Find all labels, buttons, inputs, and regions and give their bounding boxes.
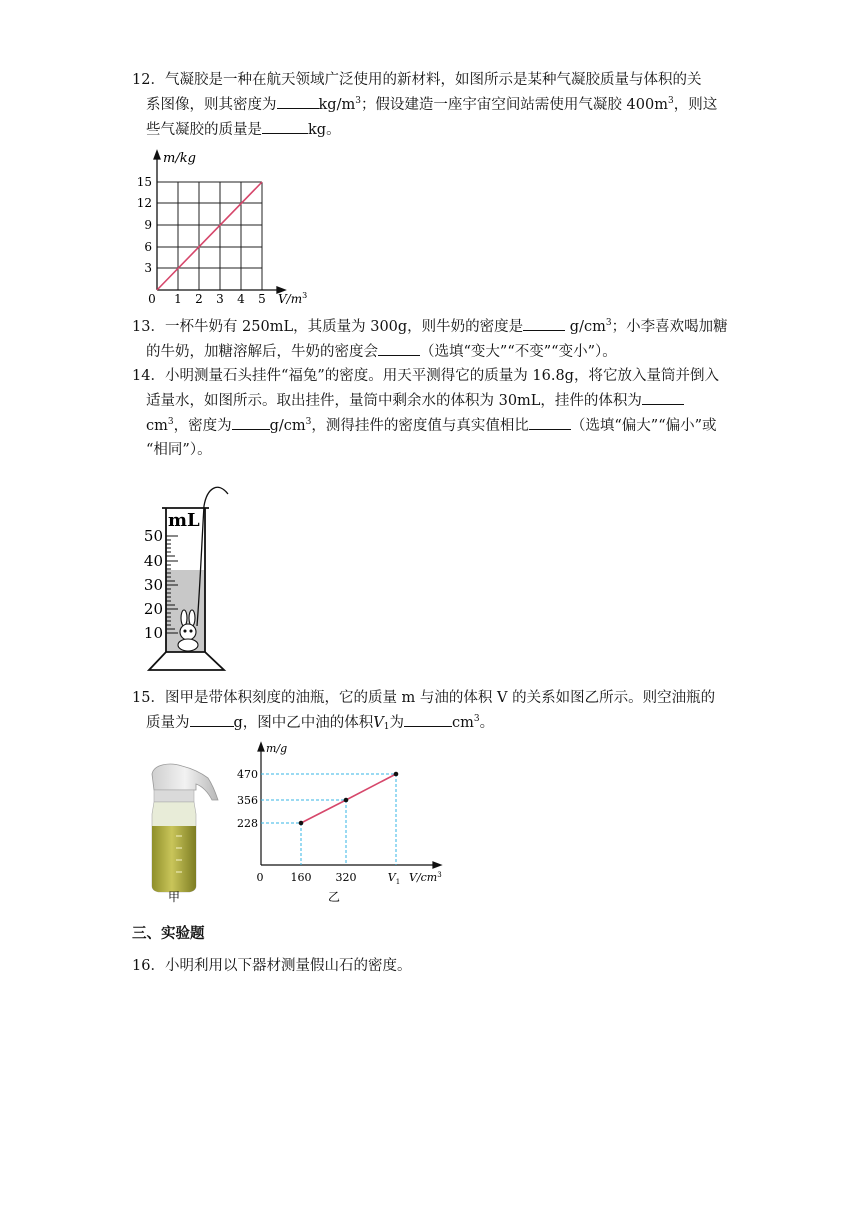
data-point [299,821,304,826]
answer-blank[interactable] [262,117,308,134]
scale-label: 40 [143,552,163,570]
x-tick-label: 2 [195,292,203,306]
q12-x-label: $V/m^3$ [278,291,308,306]
section-heading: 三、实验题 [132,926,205,942]
superscript: 3 [667,96,674,106]
q12-line-1: 12．气凝胶是一种在航天领域广泛使用的新材料，如图所示是某种气凝胶质量与体积的关 [132,72,702,88]
graduated-cylinder-figure [140,478,250,674]
x-tick-label-v1: $V_1$ [387,871,401,886]
q15-y-label: m/g [266,742,288,755]
data-point [344,798,349,803]
q13-text: ；小李喜欢喝加糖 [611,319,728,335]
question-14 [132,364,732,462]
q15-line-2 [132,710,732,735]
q12-line-3 [132,117,732,142]
q15-unit: cm [452,715,474,731]
x-tick-label: 1 [174,292,182,306]
q12-text: ，则这 [673,97,718,113]
q13-text: 的牛奶，加糖溶解后，牛奶的密度会 [146,344,378,360]
q13-text: （选填“变大”“不变”“变小”）。 [420,344,617,360]
q15-text: 为 [389,715,404,731]
q14-unit: g/cm [269,418,306,434]
y-tick-label: 9 [144,218,152,232]
scale-label: 20 [143,600,163,618]
q15-mass-volume-graph [236,740,456,908]
q12-origin: 0 [148,292,156,306]
bottle-collar [154,790,194,802]
y-tick-label: 3 [144,261,152,275]
q12-text: ；假设建造一座宇宙空间站需使用气凝胶 400m [360,97,668,113]
x-tick-label: 4 [237,292,245,306]
scale-label: 30 [143,576,163,594]
caption-yi: 乙 [327,890,341,904]
y-tick-label: 228 [237,817,258,830]
q14-line-2 [132,388,732,413]
x-tick-label: 5 [258,292,266,306]
q14-unit: cm [146,418,168,434]
x-tick-label: 160 [290,871,312,884]
q15-text: 质量为 [146,715,190,731]
q12-unit: kg。 [308,122,341,138]
q12-data-line [157,182,262,290]
q15-line-1: 15．图甲是带体积刻度的油瓶，它的质量 m 与油的体积 V 的关系如图乙所示。则空油瓶的 [132,690,716,706]
y-tick-label: 356 [237,794,258,807]
scale-label: 50 [143,527,163,545]
y-tick-label: 6 [144,240,152,254]
q14-line-3 [132,413,732,438]
superscript: 3 [305,417,312,427]
x-tick-label: 320 [335,871,357,884]
q15-guide-lines [261,774,396,865]
q14-text: ，测得挂件的密度值与真实值相比 [311,418,529,434]
subscript: 1 [383,722,390,732]
y-tick-label: 470 [237,768,258,781]
question-15 [132,686,732,735]
caption-jia: 甲 [167,890,181,904]
x-tick-label: 3 [216,292,224,306]
q13-unit: g/cm [565,319,606,335]
q12-mass-volume-graph [130,148,320,308]
answer-blank[interactable] [642,388,684,405]
q16-line-1: 16．小明利用以下器材测量假山石的密度。 [132,958,412,974]
answer-blank[interactable] [523,314,565,331]
q14-text: 适量水，如图所示。取出挂件，量筒中剩余水的体积为 30mL，挂件的体积为 [146,393,642,409]
oil-bottle-figure [140,756,230,906]
y-tick-label: 15 [136,175,152,189]
q15-data-line [301,774,396,823]
q12-line-2 [132,92,732,117]
cylinder-unit-label: mL [168,510,200,531]
question-12 [132,68,732,142]
q12-y-label: m/kg [163,151,196,166]
superscript: 3 [167,417,174,427]
question-16 [132,954,732,978]
q15-origin: 0 [256,871,264,884]
answer-blank[interactable] [232,413,270,430]
superscript: 3 [473,714,480,724]
q14-line-4: “相同”）。 [146,442,212,458]
q12-text: 些气凝胶的质量是 [146,122,262,138]
q15-axes [258,743,441,868]
q13-line-2 [132,339,732,364]
q15-x-label: $V/cm^3$ [409,871,442,884]
bottle-oil [152,826,196,892]
superscript: 3 [355,96,361,106]
q14-text: ，密度为 [173,418,232,434]
q13-line-1 [132,314,732,339]
scale-label: 10 [143,624,163,642]
superscript: 3 [605,318,612,328]
q13-text: 13．一杯牛奶有 250mL，其质量为 300g，则牛奶的密度是 [132,319,524,335]
answer-blank[interactable] [378,339,420,356]
cylinder-base [149,652,224,670]
answer-blank[interactable] [190,710,234,727]
q12-unit: kg/m [318,97,356,113]
q14-line-1: 14．小明测量石头挂件“福兔”的密度。用天平测得它的质量为 16.8g，将它放入量筒并倒入 [132,368,719,384]
data-point [394,772,399,777]
question-13 [132,314,732,364]
q15-text: g，图中乙中油的体积 [233,715,374,731]
answer-blank[interactable] [404,710,452,727]
q12-text: 系图像，则其密度为 [146,97,277,113]
y-tick-label: 12 [136,196,152,210]
answer-blank[interactable] [529,413,571,430]
q14-text: （选填“偏大”“偏小”或 [570,418,717,434]
answer-blank[interactable] [277,92,319,109]
variable-v: V [373,715,384,731]
q15-text: 。 [479,715,495,731]
